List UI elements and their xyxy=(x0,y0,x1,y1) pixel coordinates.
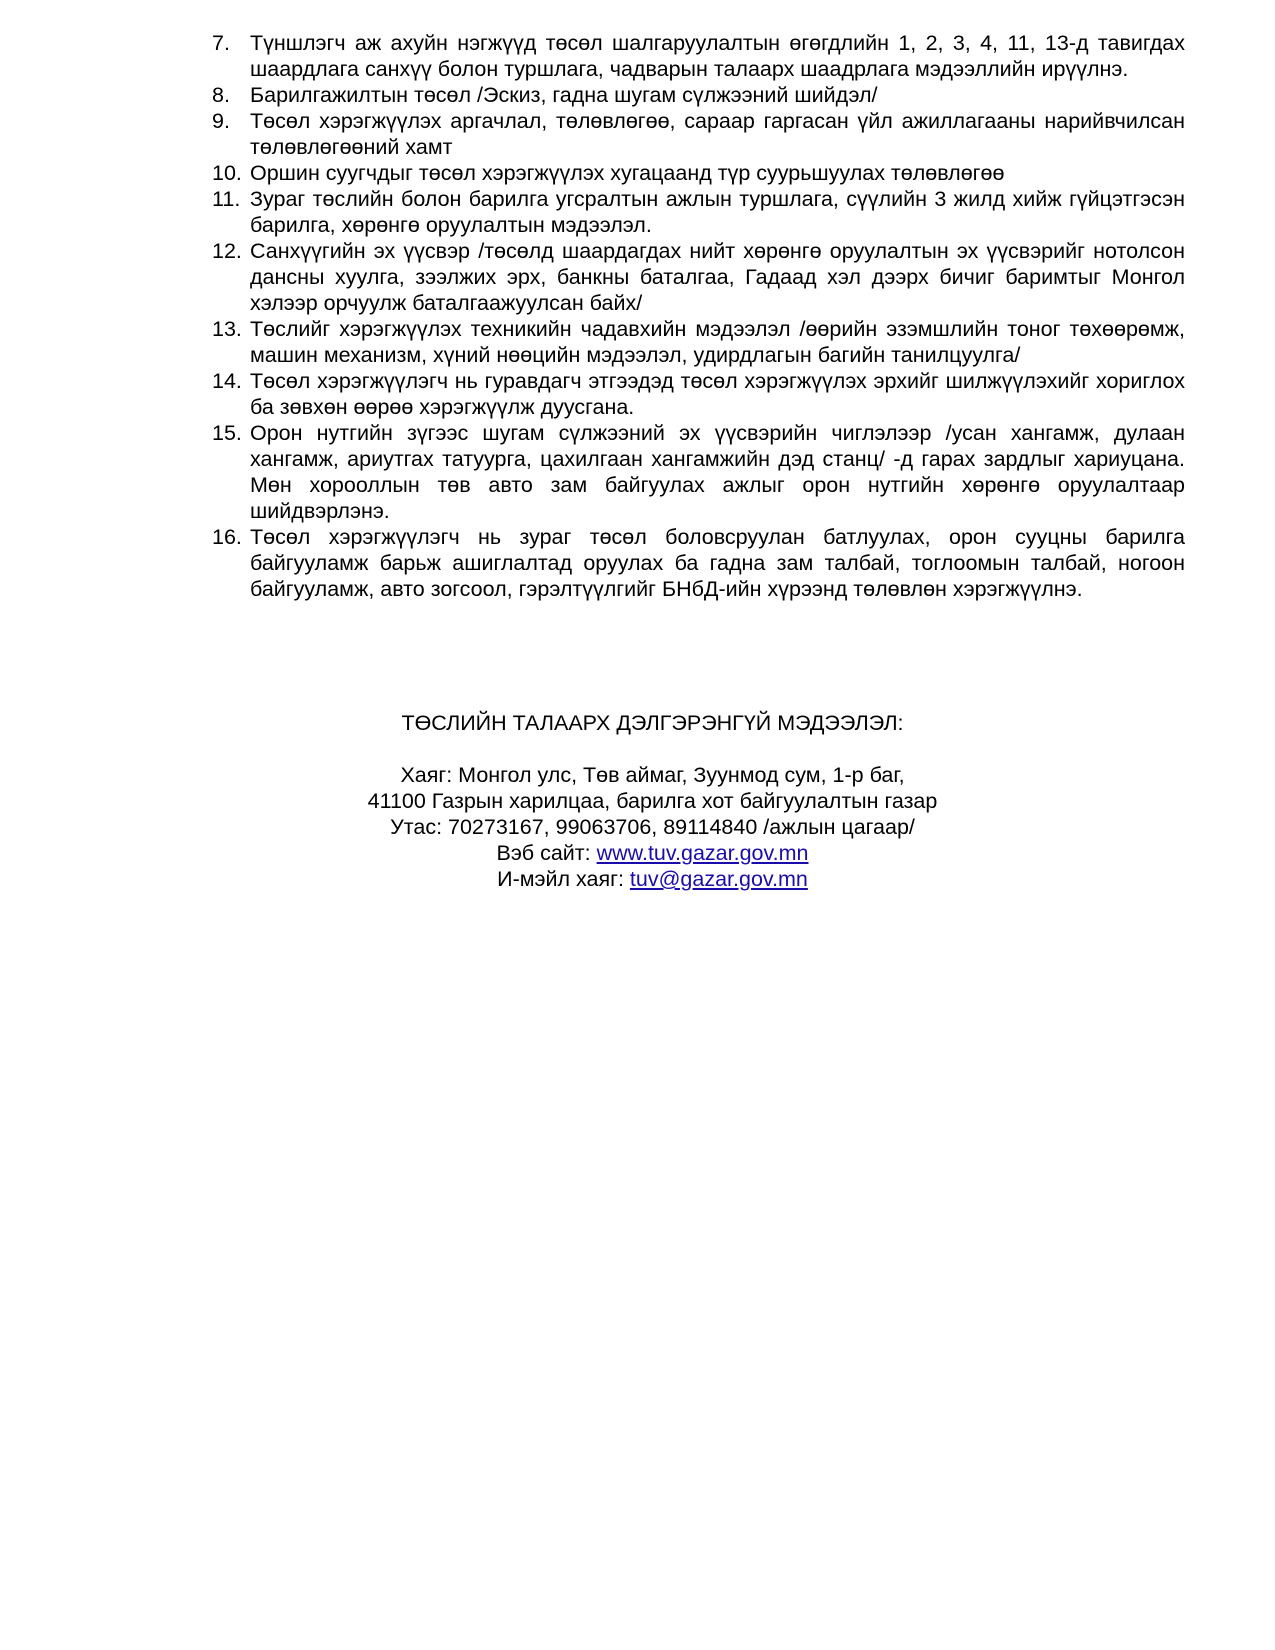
list-item-number: 9. xyxy=(212,109,230,133)
email-label: И-мэйл хаяг: xyxy=(497,867,630,891)
list-item-text: Барилгажилтын төсөл /Эскиз, гадна шугам сүлжээний шийдэл/ xyxy=(250,83,878,107)
list-item-text: Зураг төслийн болон барилга угсралтын ажлын туршлага, сүүлийн 3 жилд хийж гүйцэтгэсэн барилга, хөрөнгө оруулалтын мэдээлэл. xyxy=(250,187,1185,237)
email-line xyxy=(15,866,1275,892)
list-item xyxy=(212,524,1185,602)
list-item xyxy=(212,30,1185,82)
address-line-2: 41100 Газрын харилцаа, барилга хот байгуулалтын газар xyxy=(367,789,938,813)
list-item xyxy=(212,316,1185,368)
list-item-number: 11. xyxy=(212,187,241,211)
list-item-number: 15. xyxy=(212,421,242,445)
website-label: Вэб сайт: xyxy=(496,841,597,865)
list-item xyxy=(212,186,1185,238)
list-item xyxy=(212,160,1185,186)
website-line xyxy=(15,840,1275,866)
list-item-number: 12. xyxy=(212,239,242,263)
list-item xyxy=(212,108,1185,160)
list-item xyxy=(212,238,1185,316)
list-item-number: 7. xyxy=(212,31,230,55)
email-link[interactable]: tuv@gazar.gov.mn xyxy=(629,867,808,891)
list-item-text: Түншлэгч аж ахуйн нэгжүүд төсөл шалгаруулалтын өгөгдлийн 1, 2, 3, 4, 11, 13-д тавигдах шаардлага санхүү болон туршлага, чадварын талаарх шаадрлага мэдээллийн ирүүлнэ. xyxy=(250,31,1185,81)
project-info-title: ТӨСЛИЙН ТАЛААРХ ДЭЛГЭРЭНГҮЙ МЭДЭЭЛЭЛ: xyxy=(401,711,904,735)
project-info-block xyxy=(0,710,1275,892)
list-item-text: Төслийг хэрэгжүүлэх техникийн чадавхийн мэдээлэл /өөрийн эзэмшлийн тоног төхөөрөмж, машин механизм, хүний нөөцийн мэдээлэл, удирдлагын багийн танилцуулга/ xyxy=(250,317,1185,367)
address-line-1: Хаяг: Монгол улс, Төв аймаг, Зуунмод сум, 1-р баг, xyxy=(400,763,905,787)
list-item-number: 14. xyxy=(212,369,242,393)
list-item xyxy=(212,368,1185,420)
list-item-number: 10. xyxy=(212,161,242,185)
list-item-text: Төсөл хэрэгжүүлэгч нь зураг төсөл боловсруулан батлуулах, орон сууцны барилга байгууламж барьж ашиглалтад оруулах ба гадна зам талбай, тоглоомын талбай, ногоон байгууламж, авто зогсоол, гэрэлтүүлгийг БНбД-ийн хүрээнд төлөвлөн хэрэгжүүлнэ. xyxy=(250,525,1185,601)
list-item-text: Орон нутгийн зүгээс шугам сүлжээний эх үүсвэрийн чиглэлээр /усан хангамж, дулаан хангамж, ариутгах татуурга, цахилгаан хангамжийн дэд станц/ -д гарах зардлыг хариуцана. Мөн хорооллын төв авто зам байгуулах ажлыг орон нутгийн хөрөнгө оруулалтаар шийдвэрлэнэ. xyxy=(250,421,1185,523)
list-item-text: Төсөл хэрэгжүүлэх аргачлал, төлөвлөгөө, сараар гаргасан үйл ажиллагааны нарийвчилсан төлөвлөгөөний хамт xyxy=(250,109,1185,159)
phone-line: Утас: 70273167, 99063706, 89114840 /ажлын цагаар/ xyxy=(390,815,915,839)
list-item-text: Төсөл хэрэгжүүлэгч нь гуравдагч этгээдэд төсөл хэрэгжүүлэх эрхийг шилжүүлэхийг хориглох ба зөвхөн өөрөө хэрэгжүүлж дуусгана. xyxy=(250,369,1185,419)
list-item-number: 13. xyxy=(212,317,242,341)
list-item-text: Санхүүгийн эх үүсвэр /төсөлд шаардагдах нийт хөрөнгө оруулалтын эх үүсвэрийг нотолсон дансны хуулга, зээлжих эрх, банкны баталгаа, Гадаад хэл дээрх бичиг баримтыг Монгол хэлээр орчуулж баталгаажуулсан байх/ xyxy=(250,239,1185,315)
list-item-number: 16. xyxy=(212,525,242,549)
list-item xyxy=(212,420,1185,524)
list-item xyxy=(212,82,1185,108)
list-item-text: Оршин суугчдыг төсөл хэрэгжүүлэх хугацаанд түр суурьшуулах төлөвлөгөө xyxy=(250,161,1005,185)
requirements-list xyxy=(212,30,1185,602)
list-item-number: 8. xyxy=(212,83,230,107)
website-link[interactable]: www.tuv.gazar.gov.mn xyxy=(596,841,809,865)
